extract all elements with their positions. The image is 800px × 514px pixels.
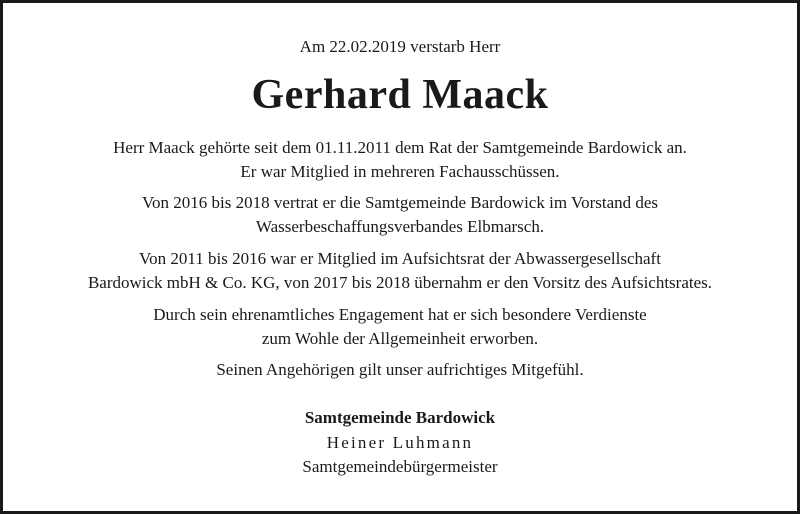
intro-line: Am 22.02.2019 verstarb Herr	[299, 37, 501, 56]
paragraph-line: Durch sein ehrenamtliches Engagement hat er sich besondere Verdienste	[153, 305, 647, 324]
paragraph-line: Seinen Angehörigen gilt unser aufrichtiges Mitgefühl.	[216, 360, 584, 379]
paragraph-line: Er war Mitglied in mehreren Fachausschüssen.	[240, 162, 560, 181]
paragraph-supervisory-board	[43, 247, 757, 295]
paragraph-merits	[43, 303, 757, 351]
signature-signer: Heiner Luhmann	[326, 433, 474, 452]
signature-organization: Samtgemeinde Bardowick	[304, 408, 496, 427]
paragraph-line: Herr Maack gehörte seit dem 01.11.2011 dem Rat der Samtgemeinde Bardowick an.	[113, 138, 687, 157]
paragraph-line: Von 2016 bis 2018 vertrat er die Samtgemeinde Bardowick im Vorstand des	[141, 193, 659, 212]
paragraph-council-membership	[43, 136, 757, 184]
paragraph-line: Bardowick mbH & Co. KG, von 2017 bis 2018 übernahm er den Vorsitz des Aufsichtsrates.	[87, 273, 713, 292]
paragraph-water-association	[43, 191, 757, 239]
paragraph-line: Wasserbeschaffungsverbandes Elbmarsch.	[255, 217, 545, 236]
paragraph-line: zum Wohle der Allgemeinheit erworben.	[261, 329, 539, 348]
paragraph-line: Von 2011 bis 2016 war er Mitglied im Aufsichtsrat der Abwassergesellschaft	[139, 249, 661, 268]
signature-role: Samtgemeindebürgermeister	[302, 457, 498, 476]
paragraph-condolences	[43, 358, 757, 382]
deceased-name: Gerhard Maack	[251, 72, 549, 118]
